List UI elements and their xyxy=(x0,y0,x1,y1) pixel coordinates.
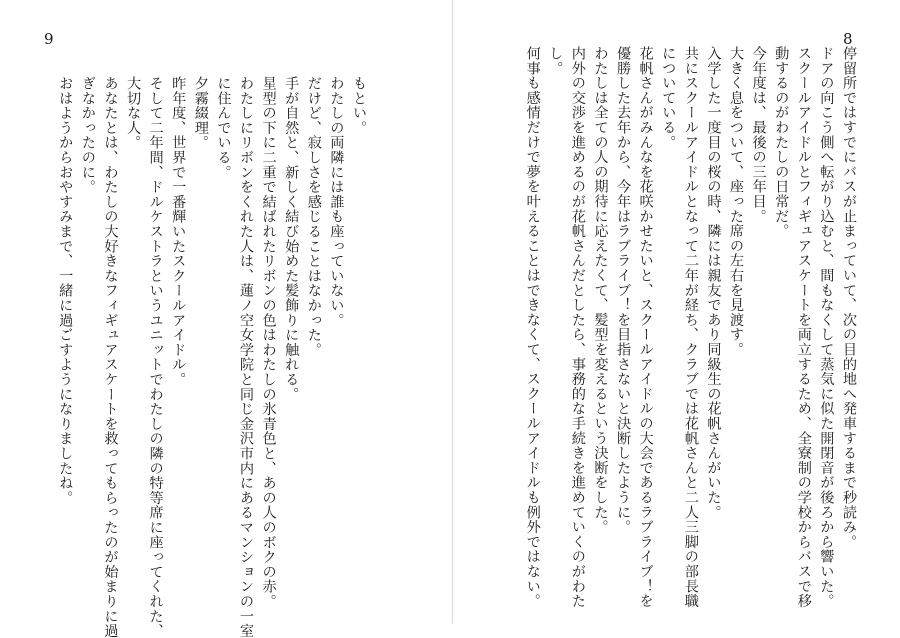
right-page-text-line: し。 xyxy=(547,46,564,76)
left-page-text-line: もとい。 xyxy=(351,76,367,136)
left-page-text-line: 星型の下に二重で結ばれたリボンの色はわたしの氷青色と、あの人のボクの赤。 xyxy=(260,76,277,609)
right-page-text-line: 動するのがわたしの日常だ。 xyxy=(773,46,790,239)
right-page-text-line: スクールアイドルとフィギュアスケートを両立するため、全寮制の学校からバスで移 xyxy=(795,46,812,609)
right-page-text-line: 花帆さんがみんなを花咲かせたいと、スクールアイドルの大会であるラブライブ！を xyxy=(637,46,654,609)
left-page-text-line: おはようからおやすみまで、一緒に過ごすようになりましたね。 xyxy=(57,76,74,506)
left-page-text-line: ぎなかったのに。 xyxy=(79,76,96,195)
left-page-text-line: 大切な人。 xyxy=(125,76,142,150)
left-page-text-line: 手が自然と、新しく結び始めた髪飾りに触れる。 xyxy=(283,76,300,402)
right-page-text-line: 共にスクールアイドルとなって二年が経ち、クラブでは花帆さんと二人三脚の部長職 xyxy=(682,46,699,609)
right-page-body xyxy=(521,46,860,609)
left-page-text-line: に住んでいる。 xyxy=(215,76,232,180)
left-page-body xyxy=(54,76,370,638)
left-page-text-line: だけど、寂しさを感じることはなかった。 xyxy=(305,76,322,358)
left-page-text-line: 昨年度、世界で一番輝いたスクールアイドル。 xyxy=(170,76,187,387)
page-gutter xyxy=(452,0,453,623)
right-page-text-line: 今年度は、最後の三年目。 xyxy=(750,46,767,224)
left-page-text-line: そして二年間、ドルケストラというユニットでわたしの隣の特等席に座ってくれた、 xyxy=(147,76,164,638)
right-page-text-line: 大きく息をついて、座った席の左右を見渡す。 xyxy=(728,46,745,357)
right-page-text-line: 入学した一度目の桜の時、隣には親友であり同級生の花帆さんがいた。 xyxy=(705,46,722,520)
right-page-text-line: についている。 xyxy=(660,46,677,150)
right-page-text-line: 優勝した去年から、今年はラブライブ！を目指さないと決断したように。 xyxy=(615,46,632,535)
left-page-text-line: わたしにリボンをくれた人は、蓮ノ空女学院と同じ金沢市内にあるマンションの一室 xyxy=(238,76,255,638)
right-page-text-line: 何事も感情だけで夢を叶えることはできなくて、スクールアイドルも例外ではない。 xyxy=(524,46,541,609)
right-page-text-line: 停留所ではすでにバスが止まっていて、次の目的地へ発車するまで秒読み。 xyxy=(841,46,857,550)
right-page-text-line: ドアの向こう側へ転がり込むと、間もなくして蒸気に似た開閉音が後ろから響いた。 xyxy=(818,46,835,609)
left-page-text-line: わたしの両隣には誰も座っていない。 xyxy=(328,76,345,328)
right-page-text-line: 内外の交渉を進めるのが花帆さんだとしたら、事務的な手続きを進めていくのがわた xyxy=(569,46,586,609)
right-page-text-line: わたしは全ての人の期待に応えたくて、髪型を変えるという決断をした。 xyxy=(592,46,609,535)
left-page-text-line: あなたとは、わたしの大好きなフィギュアスケートを救ってもらったのが始まりに過 xyxy=(102,76,119,638)
left-page-text-line: 夕霧綴理。 xyxy=(192,76,209,150)
left-page-number: 9 xyxy=(44,30,54,48)
right-page-number: 8 xyxy=(843,30,853,48)
